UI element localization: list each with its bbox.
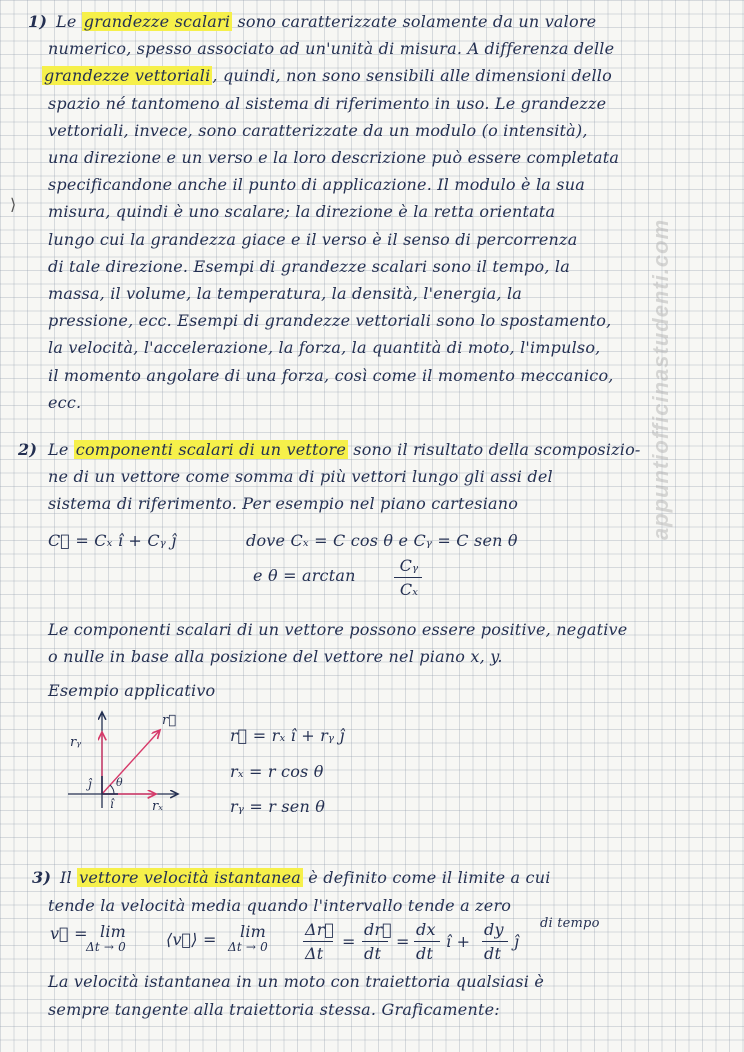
- label-ry: rᵧ: [70, 735, 82, 750]
- text: Le: [48, 440, 74, 459]
- highlight-term: grandezze scalari: [83, 12, 231, 31]
- vector-diagram: [60, 706, 200, 816]
- highlight-term: componenti scalari di un vettore: [75, 440, 347, 459]
- text: sono caratterizzate solamente da un valore: [232, 12, 597, 31]
- text: specificandone anche il punto di applicazione. Il modulo è la sua: [48, 175, 585, 195]
- section-1-line-3: [42, 66, 612, 85]
- f-avg: ⟨v⃗⟩ =: [166, 930, 217, 949]
- text: una direzione e un verso e la loro descrizione può essere completata: [48, 148, 620, 167]
- eq-rx: rₓ = r cos θ: [230, 762, 324, 781]
- section-1-line-9: [48, 230, 577, 249]
- f-lim1: lim: [100, 922, 127, 941]
- section-1-line-15: [48, 393, 81, 412]
- section-3-number: 3): [32, 868, 52, 887]
- highlight-term: grandezze vettoriali: [44, 66, 211, 86]
- section-3-line-1: [60, 868, 551, 887]
- f1-num: Δr⃗: [305, 920, 335, 939]
- section-2-line-3: sistema di riferimento. Per esempio nel piano cartesiano: [48, 494, 519, 513]
- theta-denominator: Cₓ: [399, 580, 419, 599]
- section-1-line-5: [48, 121, 588, 140]
- f-sub1: Δt → 0: [86, 940, 127, 954]
- margin-mark: ⟩: [10, 195, 17, 214]
- f1-den: Δt: [305, 944, 324, 963]
- f-sub2: Δt → 0: [228, 940, 269, 954]
- section-1-line-4: [48, 94, 606, 113]
- text: numerico, spesso associato ad un'unità di misura. A differenza delle: [48, 39, 615, 59]
- section-2-number: 2): [18, 440, 38, 459]
- f-j: ĵ: [514, 932, 520, 951]
- formula-components: dove Cₓ = C cos θ e Cᵧ = C sen θ: [246, 531, 518, 550]
- highlight-term: vettore velocità istantanea: [79, 868, 302, 887]
- text: misura, quindi è uno scalare; la direzione è la retta orientata: [48, 202, 556, 222]
- text: ecc.: [48, 392, 82, 412]
- label-i: î: [110, 797, 114, 811]
- section-3-line-2: tende la velocità media quando l'intervallo tende a zero: [48, 896, 512, 915]
- section-2-line-5: o nulle in base alla posizione del vettore nel piano x, y.: [48, 647, 503, 666]
- fraction-bar: [394, 577, 422, 578]
- text: di tale direzione. Esempi di grandezze scalari sono il tempo, la: [48, 256, 570, 276]
- section-1-line-6: [48, 148, 619, 167]
- text: Le: [56, 12, 82, 31]
- f3-num: dx: [416, 920, 436, 939]
- example-title: Esempio applicativo: [48, 681, 216, 700]
- section-1-line-2: [48, 39, 614, 58]
- text: il momento angolare di una forza, così come il momento meccanico,: [48, 365, 614, 385]
- vector-r: [102, 730, 160, 794]
- label-rx: rₓ: [152, 799, 163, 814]
- notebook-page: ⟩ 1) Le grandezze scalari sono caratterizzate solamente da un valore numerico, spesso associato ad un'unità di misura. A differenza delle grandezze vettoriali , quindi, non sono sensibili alle dimensioni dello spazio né tantomeno al sistema di riferimento in uso. Le grandezze vettoriali, invece, sono caratterizzate da un modulo (o intensità), una direzione e un verso e la loro descrizione può essere completata specificandone anche il punto di applicazione. Il modulo è la sua misura, quindi è uno scalare; la direzione è la retta orientata lungo cui la grandezza giace e il verso è il senso di percorrenza di tale direzione. Esempi di grandezze scalari sono il tempo, la massa, il volume, la temperatura, la densità, l'energia, la pressione, ecc. Esempi di grandezze vettoriali sono lo spostamento, la velocità, l'accelerazione, la forza, la quantità di moto, l'impulso, il momento angolare di una forza, così come il momento meccanico, ecc. 2) Le componenti scalari di un vettore sono il risultato della scomposizio- ne di un vettore come somma di più vettori lungo gli assi del sistema di riferimento. Per esempio nel piano cartesiano C⃗ = Cₓ î + Cᵧ ĵ dove Cₓ = C cos θ e Cᵧ = C sen θ e θ = arctan Cᵧ Cₓ Le componenti scalari di un vettore possono essere positive, negative o nulle in base alla posizione del vettore nel piano x, y. Esempio applicativo r⃗ rᵧ rₓ ĵ î θ r⃗ = rₓ î + rᵧ ĵ rₓ = r cos θ rᵧ = r sen θ 3) Il vettore velocità istantanea è definito come il limite a cui tende la velocità media quando l'intervallo tende a zero di tempo v⃗ = lim Δt → 0 ⟨v⃗⟩ = lim Δt → 0 Δr⃗ Δt = dr⃗ dt = dx dt î + dy dt ĵ La velocità istantanea in un moto con traiettoria qualsiasi è sempre tangente alla traiettoria stessa. Graficamente: appuntiofficinastudenti.com: [10, 12, 673, 1019]
- section-1-line-1: [56, 12, 596, 31]
- text: è definito come il limite a cui: [303, 868, 551, 887]
- text: la velocità, l'accelerazione, la forza, la quantità di moto, l'impulso,: [48, 338, 601, 358]
- eq-ry: rᵧ = r sen θ: [230, 797, 326, 816]
- theta-arc: [110, 785, 114, 794]
- f3-den: dt: [416, 944, 434, 963]
- f2-num: dr⃗: [364, 920, 392, 939]
- text: pressione, ecc. Esempi di grandezze vettoriali sono lo spostamento,: [48, 311, 612, 331]
- text: vettoriali, invece, sono caratterizzate da un modulo (o intensità),: [48, 120, 588, 140]
- watermark-text: appuntiofficinastudenti.com: [648, 218, 673, 540]
- section-1-line-11: [48, 284, 522, 303]
- label-r: r⃗: [162, 713, 177, 728]
- section-1-line-12: [48, 311, 611, 330]
- text: , quindi, non sono sensibili alle dimensioni dello: [212, 66, 612, 86]
- f-i: î +: [446, 932, 471, 951]
- section-1-line-8: [48, 202, 555, 221]
- f4-num: dy: [484, 920, 504, 939]
- text: sono il risultato della scomposizio-: [348, 440, 641, 459]
- formula-c-vector: C⃗ = Cₓ î + Cᵧ ĵ: [48, 531, 177, 550]
- f4-den: dt: [484, 944, 502, 963]
- eq-r: r⃗ = rₓ î + rᵧ ĵ: [230, 726, 345, 745]
- section-2-line-2: ne di un vettore come somma di più vettori lungo gli assi del: [48, 467, 553, 486]
- f2-den: dt: [364, 944, 382, 963]
- f-v: v⃗ =: [50, 924, 88, 943]
- text: lungo cui la grandezza giace e il verso è il senso di percorrenza: [48, 229, 578, 249]
- section-3-note: di tempo: [540, 916, 600, 931]
- section-1-number: 1): [28, 12, 48, 31]
- formula-theta: e θ = arctan: [253, 566, 356, 585]
- section-1-line-7: [48, 175, 585, 194]
- section-3-line-3: La velocità istantanea in un moto con traiettoria qualsiasi è: [48, 972, 544, 991]
- section-1-line-14: [48, 366, 614, 385]
- label-j: ĵ: [88, 777, 92, 791]
- theta-numerator: Cᵧ: [399, 556, 419, 575]
- section-1-line-13: [48, 338, 600, 357]
- label-theta: θ: [116, 776, 123, 789]
- text: Il: [60, 868, 78, 887]
- text: massa, il volume, la temperatura, la densità, l'energia, la: [48, 284, 523, 303]
- section-2-line-1: [48, 440, 641, 459]
- section-2-line-4: Le componenti scalari di un vettore possono essere positive, negative: [48, 620, 628, 639]
- section-3-line-4: sempre tangente alla traiettoria stessa. Graficamente:: [48, 1000, 500, 1019]
- f-lim2: lim: [240, 922, 267, 941]
- text: spazio né tantomeno al sistema di riferimento in uso. Le grandezze: [48, 93, 607, 113]
- section-1-line-10: [48, 257, 570, 276]
